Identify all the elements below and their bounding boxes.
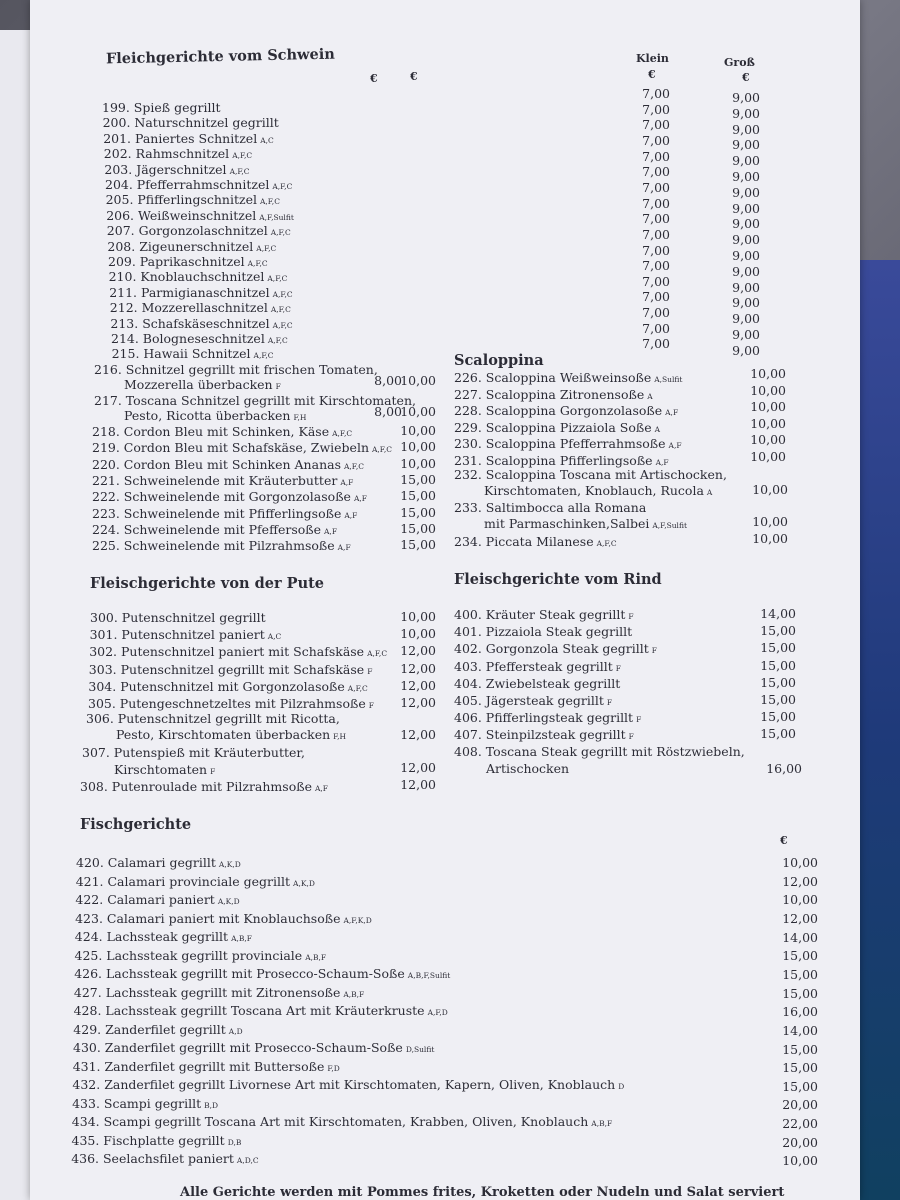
item-text: 209. Paprikaschnitzel xyxy=(108,254,245,269)
allergen-codes: D,B xyxy=(227,1137,242,1147)
price: 9,00 xyxy=(732,295,760,311)
allergen-codes: F,D xyxy=(327,1063,340,1073)
menu-item-name xyxy=(89,662,373,679)
allergen-codes: D,Sulfit xyxy=(405,1045,435,1054)
price: 10,00 xyxy=(782,892,818,908)
allergen-codes: A,F,C xyxy=(272,182,293,191)
menu-item-name xyxy=(73,1022,242,1039)
price: 15,00 xyxy=(400,537,436,553)
menu-item-name xyxy=(454,659,621,676)
allergen-codes: A,B,F xyxy=(231,934,252,943)
item-text: 226. Scaloppina Weißweinsoße xyxy=(454,370,652,385)
allergen-codes: F xyxy=(367,666,373,676)
price: 15,00 xyxy=(782,1060,818,1076)
price: 22,00 xyxy=(782,1116,818,1132)
menu-item-name xyxy=(92,489,367,506)
menu-item-name xyxy=(454,607,634,624)
menu-item-name xyxy=(75,892,239,909)
menu-item-name xyxy=(80,779,328,796)
menu-item-name xyxy=(484,516,687,533)
price: 10,00 xyxy=(400,373,436,388)
item-text: 220. Cordon Bleu mit Schinken Ananas xyxy=(92,456,341,472)
item-text: 205. Pfifferlingschnitzel xyxy=(105,192,257,208)
item-text: 213. Schafskäseschnitzel xyxy=(110,315,270,331)
price: 7,00 xyxy=(642,305,670,321)
allergen-codes: F,H xyxy=(333,732,347,741)
allergen-codes: A,K,D xyxy=(218,860,241,869)
allergen-codes: D xyxy=(618,1082,625,1091)
price: 9,00 xyxy=(732,169,760,184)
item-text: 422. Calamari paniert xyxy=(75,892,215,907)
item-text: 428. Lachssteak gegrillt Toscana Art mit Kräuterkruste xyxy=(73,1003,425,1018)
item-text: 201. Paniertes Schnitzel xyxy=(103,130,258,146)
item-text: 431. Zanderfilet gegrillt mit Buttersoße xyxy=(72,1058,325,1074)
menu-item-name xyxy=(89,644,387,661)
item-text: 405. Jägersteak gegrillt xyxy=(454,693,604,708)
allergen-codes: A,F,C xyxy=(256,243,277,253)
item-text: 202. Rahmschnitzel xyxy=(103,146,230,162)
price: 9,00 xyxy=(732,216,760,232)
menu-item-name xyxy=(454,676,623,693)
item-text: 223. Schweinelende mit Pfifferlingsoße xyxy=(92,505,342,521)
price: 9,00 xyxy=(732,90,760,105)
item-text: 434. Scampi gegrillt Toscana Art mit Kirschtomaten, Krabben, Oliven, Knoblauch xyxy=(71,1114,589,1129)
item-text: 420. Calamari gegrillt xyxy=(76,855,216,870)
price: 10,00 xyxy=(750,415,786,431)
price: 12,00 xyxy=(782,910,818,926)
price: 9,00 xyxy=(732,263,760,279)
item-text: 227. Scaloppina Zitronensoße xyxy=(454,386,645,402)
menu-item-name xyxy=(454,436,682,453)
price: 14,00 xyxy=(782,929,818,945)
item-text: 300. Putenschnitzel gegrillt xyxy=(90,610,266,625)
item-text: 218. Cordon Bleu mit Schinken, Käse xyxy=(92,424,330,439)
allergen-codes: A xyxy=(647,391,653,401)
menu-item-name xyxy=(75,911,372,928)
item-text: 214. Bologneseschnitzel xyxy=(111,331,265,346)
item-text: 211. Parmigianaschnitzel xyxy=(109,284,270,300)
item-text: 215. Hawaii Schnitzel xyxy=(111,346,251,362)
price: 9,00 xyxy=(732,311,760,327)
menu-item-name xyxy=(454,641,657,658)
item-text: 221. Schweinelende mit Kräuterbutter xyxy=(92,472,338,488)
price: 12,00 xyxy=(400,660,436,676)
allergen-codes: A,K,D xyxy=(217,897,240,906)
menu-item-name xyxy=(75,948,327,965)
item-text: 204. Pfefferrahmschnitzel xyxy=(105,177,270,192)
item-text: Kirschtomaten, Knoblauch, Rucola xyxy=(484,483,704,498)
price: 15,00 xyxy=(782,966,818,982)
item-text: 424. Lachssteak gegrillt xyxy=(74,929,229,944)
menu-item-name xyxy=(72,1133,242,1150)
price: 16,00 xyxy=(782,1004,818,1020)
price: 8,00 xyxy=(374,373,402,388)
allergen-codes: F xyxy=(606,698,613,707)
item-text: 224. Schweinelende mit Pfeffersoße xyxy=(92,521,322,537)
menu-item-name xyxy=(454,710,641,727)
menu-item-name xyxy=(76,874,315,891)
section-heading-schwein: Fleichgerichte vom Schwein xyxy=(105,45,336,68)
allergen-codes: F xyxy=(636,715,642,725)
item-text: 302. Putenschnitzel paniert mit Schafskäse xyxy=(89,644,365,660)
menu-item-name xyxy=(454,727,634,744)
menu-item-name xyxy=(92,522,337,539)
allergen-codes: A xyxy=(654,424,661,434)
menu-item-name: 408. Toscana Steak gegrillt mit Röstzwiebeln, xyxy=(454,744,745,759)
menu-item-name xyxy=(74,1003,448,1020)
allergen-codes: A,F,C xyxy=(253,351,274,361)
allergen-codes: A,K,D xyxy=(293,878,315,888)
menu-item-name: 233. Saltimbocca alla Romana xyxy=(454,500,647,515)
menu-item-name xyxy=(116,727,346,744)
allergen-codes: A,F xyxy=(340,477,354,487)
price: 9,00 xyxy=(732,105,760,121)
price: 9,00 xyxy=(732,200,760,216)
menu-item-name xyxy=(454,387,653,404)
price: 7,00 xyxy=(642,179,670,195)
price: 9,00 xyxy=(732,327,760,342)
price: 9,00 xyxy=(732,153,760,169)
item-text: 228. Scaloppina Gorgonzolasoße xyxy=(454,403,663,418)
price: 15,00 xyxy=(760,657,796,673)
item-text: 222. Schweinelende mit Gorgonzolasoße xyxy=(92,489,351,505)
price: 16,00 xyxy=(766,761,802,776)
allergen-codes: A,F,C xyxy=(259,197,280,207)
allergen-codes: A,B,F,Sulfit xyxy=(407,971,451,980)
item-text: 206. Weißweinschnitzel xyxy=(106,207,257,223)
item-text: 225. Schweinelende mit Pilzrahmsoße xyxy=(92,538,335,554)
price: 7,00 xyxy=(642,336,670,352)
price: 10,00 xyxy=(750,382,786,398)
price: 12,00 xyxy=(400,695,436,710)
menu-item-name xyxy=(114,762,215,779)
allergen-codes: F xyxy=(210,767,216,776)
menu-item-name xyxy=(484,483,712,500)
allergen-codes: A,F xyxy=(665,408,679,417)
allergen-codes: A,F,C xyxy=(272,320,293,330)
allergen-codes: A,F,C xyxy=(270,228,291,238)
menu-page xyxy=(30,0,860,1200)
item-text: 432. Zanderfilet gegrillt Livornese Art mit Kirschtomaten, Kapern, Oliven, Knoblauch xyxy=(72,1077,616,1092)
menu-item-name xyxy=(92,506,357,523)
price: 12,00 xyxy=(782,873,818,889)
price: 10,00 xyxy=(782,855,818,870)
item-text: 401. Pizzaiola Steak gegrillt xyxy=(454,624,633,640)
price: 15,00 xyxy=(760,674,796,690)
menu-item-name xyxy=(92,538,351,555)
price: 7,00 xyxy=(642,258,670,274)
price: 10,00 xyxy=(750,399,786,414)
item-text: 407. Steinpilzsteak gegrillt xyxy=(454,727,626,743)
allergen-codes: A,F,C xyxy=(343,461,364,471)
item-text: 402. Gorgonzola Steak gegrillt xyxy=(454,641,649,657)
allergen-codes: A xyxy=(706,488,713,497)
item-text: 425. Lachssteak gegrillt provinciale xyxy=(74,947,303,963)
menu-item-name xyxy=(73,1059,340,1076)
price: 9,00 xyxy=(732,279,760,295)
price: 10,00 xyxy=(400,439,436,455)
item-text: 429. Zanderfilet gegrillt xyxy=(73,1021,226,1037)
allergen-codes: A,B,F xyxy=(305,952,327,962)
price: 8,00 xyxy=(374,404,402,419)
item-text: 230. Scaloppina Pfefferrahmsoße xyxy=(454,436,666,451)
price: 12,00 xyxy=(400,643,436,659)
item-text: 406. Pfifferlingsteak gegrillt xyxy=(454,710,634,726)
price: 10,00 xyxy=(400,404,436,419)
allergen-codes: A,F xyxy=(337,543,351,553)
item-text: 426. Lachssteak gegrillt mit Prosecco-Schaum-Soße xyxy=(74,966,405,981)
footer-note: Alle Gerichte werden mit Pommes frites, Kroketten oder Nudeln und Salat serviert xyxy=(180,1185,785,1200)
price: 7,00 xyxy=(642,117,670,133)
price: 9,00 xyxy=(732,248,760,263)
menu-item-name xyxy=(124,377,281,394)
allergen-codes: A,F,Sulfit xyxy=(652,521,687,530)
price: 7,00 xyxy=(642,242,670,258)
allergen-codes: A,F,C xyxy=(272,289,293,299)
menu-item-name xyxy=(72,1114,612,1131)
price: 10,00 xyxy=(750,448,786,464)
price: 7,00 xyxy=(642,148,670,164)
allergen-codes: A,F,C xyxy=(267,274,288,284)
allergen-codes: A,D,C xyxy=(236,1156,259,1165)
item-text: mit Parmaschinken,Salbei xyxy=(484,516,650,531)
price: 14,00 xyxy=(782,1022,818,1038)
item-text: 229. Scaloppina Pizzaiola Soße xyxy=(454,419,652,435)
menu-item-name xyxy=(71,1151,258,1168)
item-text: 304. Putenschnitzel mit Gorgonzolasoße xyxy=(88,678,345,694)
allergen-codes: F xyxy=(368,701,374,710)
allergen-codes: A,Sulfit xyxy=(654,375,683,384)
price: 7,00 xyxy=(642,273,670,289)
price: 9,00 xyxy=(732,184,760,200)
allergen-codes: F xyxy=(615,663,621,673)
price: 7,00 xyxy=(642,320,670,336)
allergen-codes: F xyxy=(628,732,634,742)
price: 12,00 xyxy=(400,760,436,775)
euro-symbol: € xyxy=(410,70,418,83)
price: 7,00 xyxy=(642,86,670,101)
price: 12,00 xyxy=(400,677,436,693)
item-text: 234. Piccata Milanese xyxy=(454,534,594,549)
menu-item-name xyxy=(92,440,392,457)
item-text: Mozzerella überbacken xyxy=(124,377,273,392)
menu-item-name xyxy=(92,473,353,490)
allergen-codes: A,F,C xyxy=(270,305,291,315)
item-text: 203. Jägerschnitzel xyxy=(104,161,227,177)
menu-item-name xyxy=(454,534,617,551)
item-text: 231. Scaloppina Pfifferlingsoße xyxy=(454,452,653,468)
item-text: Kirschtomaten xyxy=(114,762,208,777)
price: 15,00 xyxy=(400,488,436,504)
menu-item-name xyxy=(454,403,678,420)
allergen-codes: A,F,D xyxy=(427,1008,448,1017)
item-text: 199. Spieß gegrillt xyxy=(102,100,221,115)
menu-item-name: 232. Scaloppina Toscana mit Artischocken, xyxy=(454,467,727,482)
price: 10,00 xyxy=(400,423,436,438)
item-text: 403. Pfeffersteak gegrillt xyxy=(454,658,613,674)
euro-symbol: € xyxy=(742,71,750,84)
price: 15,00 xyxy=(760,726,796,742)
allergen-codes: A,F,C xyxy=(367,649,388,659)
item-text: 404. Zwiebelsteak gegrillt xyxy=(454,675,621,691)
price: 10,00 xyxy=(750,366,786,381)
allergen-codes: A,B,F xyxy=(591,1119,613,1128)
allergen-codes: A,F xyxy=(353,494,367,504)
allergen-codes: F xyxy=(628,612,634,621)
item-text: 400. Kräuter Steak gegrillt xyxy=(454,607,626,622)
item-text: 301. Putenschnitzel paniert xyxy=(89,627,265,643)
allergen-codes: B,D xyxy=(204,1100,219,1110)
menu-item-name xyxy=(76,855,241,872)
allergen-codes: A,F xyxy=(324,526,338,536)
price: 15,00 xyxy=(400,520,436,536)
menu-item-name xyxy=(72,1077,624,1094)
price: 10,00 xyxy=(752,531,788,546)
price: 15,00 xyxy=(760,640,796,656)
menu-item-name xyxy=(454,420,660,437)
allergen-codes: A,F xyxy=(314,784,328,793)
price: 10,00 xyxy=(752,482,788,497)
menu-item-name xyxy=(124,408,306,425)
item-text: Pesto, Ricotta überbacken xyxy=(124,408,291,423)
price: 7,00 xyxy=(642,132,670,148)
allergen-codes: A,F,C xyxy=(596,539,617,548)
item-text: 200. Naturschnitzel gegrillt xyxy=(102,115,279,131)
menu-item-name xyxy=(90,627,282,644)
allergen-codes: A,F xyxy=(655,457,669,467)
item-text: 430. Zanderfilet gegrillt mit Prosecco-Schaum-Soße xyxy=(73,1040,403,1055)
price: 14,00 xyxy=(760,606,796,621)
item-text: 423. Calamari paniert mit Knoblauchsoße xyxy=(75,910,341,926)
price: 7,00 xyxy=(642,211,670,227)
column-header-gross: Groß xyxy=(724,56,755,69)
item-text: Pesto, Kirschtomaten überbacken xyxy=(116,727,331,742)
allergen-codes: A,C xyxy=(267,632,282,642)
section-heading-pute: Fleischgerichte von der Pute xyxy=(90,575,325,592)
price: 15,00 xyxy=(760,623,796,639)
price: 7,00 xyxy=(642,226,670,242)
allergen-codes: A,B,F xyxy=(343,989,365,999)
menu-item-name xyxy=(454,693,612,710)
menu-item-name: 217. Toscana Schnitzel gegrillt mit Kirschtomaten, xyxy=(94,393,416,408)
euro-symbol: € xyxy=(648,68,656,81)
price: 10,00 xyxy=(400,455,436,471)
price: 20,00 xyxy=(782,1134,818,1150)
item-text: 212. Mozzerellaschnitzel xyxy=(109,300,268,316)
menu-item-name xyxy=(90,610,269,627)
allergen-codes: A,F,K,D xyxy=(343,915,372,925)
item-text: 433. Scampi gegrillt xyxy=(72,1095,202,1111)
allergen-codes: A,F,C xyxy=(232,151,253,161)
item-text: 427. Lachssteak gegrillt mit Zitronensoße xyxy=(73,984,341,1000)
menu-item-name xyxy=(454,370,682,387)
price: 10,00 xyxy=(750,432,786,447)
section-heading-scaloppina: Scaloppina xyxy=(454,352,544,369)
price: 9,00 xyxy=(732,121,760,137)
price: 10,00 xyxy=(752,514,788,529)
allergen-codes: A,F xyxy=(668,441,682,450)
section-heading-fisch: Fischgerichte xyxy=(80,816,192,833)
menu-item-name xyxy=(72,1096,218,1113)
price: 15,00 xyxy=(760,692,796,707)
menu-item-name xyxy=(88,679,367,696)
price: 10,00 xyxy=(400,609,436,624)
allergen-codes: A,F,C xyxy=(372,445,392,455)
euro-symbol: € xyxy=(370,72,378,85)
allergen-codes: A,F,C xyxy=(332,429,353,438)
allergen-codes: F,H xyxy=(293,413,307,422)
price: 15,00 xyxy=(760,709,796,725)
menu-item-name: 216. Schnitzel gegrillt mit frischen Tomaten, xyxy=(94,362,378,377)
euro-symbol: € xyxy=(780,834,788,847)
item-text: 207. Gorgonzolaschnitzel xyxy=(106,223,268,239)
item-text: 303. Putenschnitzel gegrillt mit Schafskäse xyxy=(88,661,365,677)
allergen-codes: A,F,C xyxy=(247,259,268,268)
price: 12,00 xyxy=(400,727,436,742)
item-text: 436. Seelachsfilet paniert xyxy=(71,1151,234,1166)
menu-item-name xyxy=(454,624,635,641)
allergen-codes: A,C xyxy=(260,135,274,145)
menu-item-name xyxy=(92,424,352,441)
menu-item-name: Artischocken xyxy=(486,761,570,776)
column-header-klein: Klein xyxy=(636,52,669,65)
menu-item-name xyxy=(74,985,364,1002)
price: 9,00 xyxy=(732,342,760,358)
price: 9,00 xyxy=(732,137,760,153)
price: 10,00 xyxy=(400,626,436,642)
menu-item-name: 307. Putenspieß mit Kräuterbutter, xyxy=(82,745,306,760)
menu-item-name xyxy=(75,929,252,946)
allergen-codes: A,D xyxy=(228,1026,243,1036)
menu-item-name xyxy=(92,457,364,474)
price: 9,00 xyxy=(732,232,760,248)
allergen-codes: A,F xyxy=(344,510,358,520)
price: 7,00 xyxy=(642,164,670,180)
menu-item-name xyxy=(74,966,450,983)
menu-item-name xyxy=(73,1040,434,1057)
item-text: 210. Knoblauchschnitzel xyxy=(108,269,265,285)
price: 10,00 xyxy=(782,1153,818,1169)
allergen-codes: F xyxy=(275,382,281,391)
allergen-codes: A,F,C xyxy=(229,166,250,176)
price: 20,00 xyxy=(782,1097,818,1113)
section-heading-rind: Fleischgerichte vom Rind xyxy=(454,571,662,588)
item-text: 421. Calamari provinciale gegrillt xyxy=(75,873,291,889)
allergen-codes: A,F,C xyxy=(267,336,288,345)
item-text: 435. Fischplatte gegrillt xyxy=(71,1132,225,1148)
allergen-codes: F xyxy=(651,646,658,656)
item-text: 208. Zigeunerschnitzel xyxy=(107,238,254,254)
price: 15,00 xyxy=(782,948,818,964)
menu-item-name: 306. Putenschnitzel gegrillt mit Ricotta, xyxy=(86,711,340,726)
item-text: 305. Putengeschnetzeltes mit Pilzrahmsoße xyxy=(88,696,366,711)
item-text: 219. Cordon Bleu mit Schafskäse, Zwiebeln xyxy=(92,440,369,456)
price: 15,00 xyxy=(400,504,436,520)
price: 7,00 xyxy=(642,101,670,117)
price: 7,00 xyxy=(642,289,670,305)
item-text: 308. Putenroulade mit Pilzrahmsoße xyxy=(80,779,312,794)
price: 12,00 xyxy=(400,777,436,792)
allergen-codes: A,F,Sulfit xyxy=(259,212,294,222)
price: 15,00 xyxy=(782,1041,818,1057)
menu-item-name xyxy=(112,346,274,363)
price: 7,00 xyxy=(642,195,670,211)
price: 15,00 xyxy=(782,985,818,1001)
price: 15,00 xyxy=(782,1078,818,1094)
price: 15,00 xyxy=(400,471,436,487)
allergen-codes: A,F,C xyxy=(347,683,368,693)
